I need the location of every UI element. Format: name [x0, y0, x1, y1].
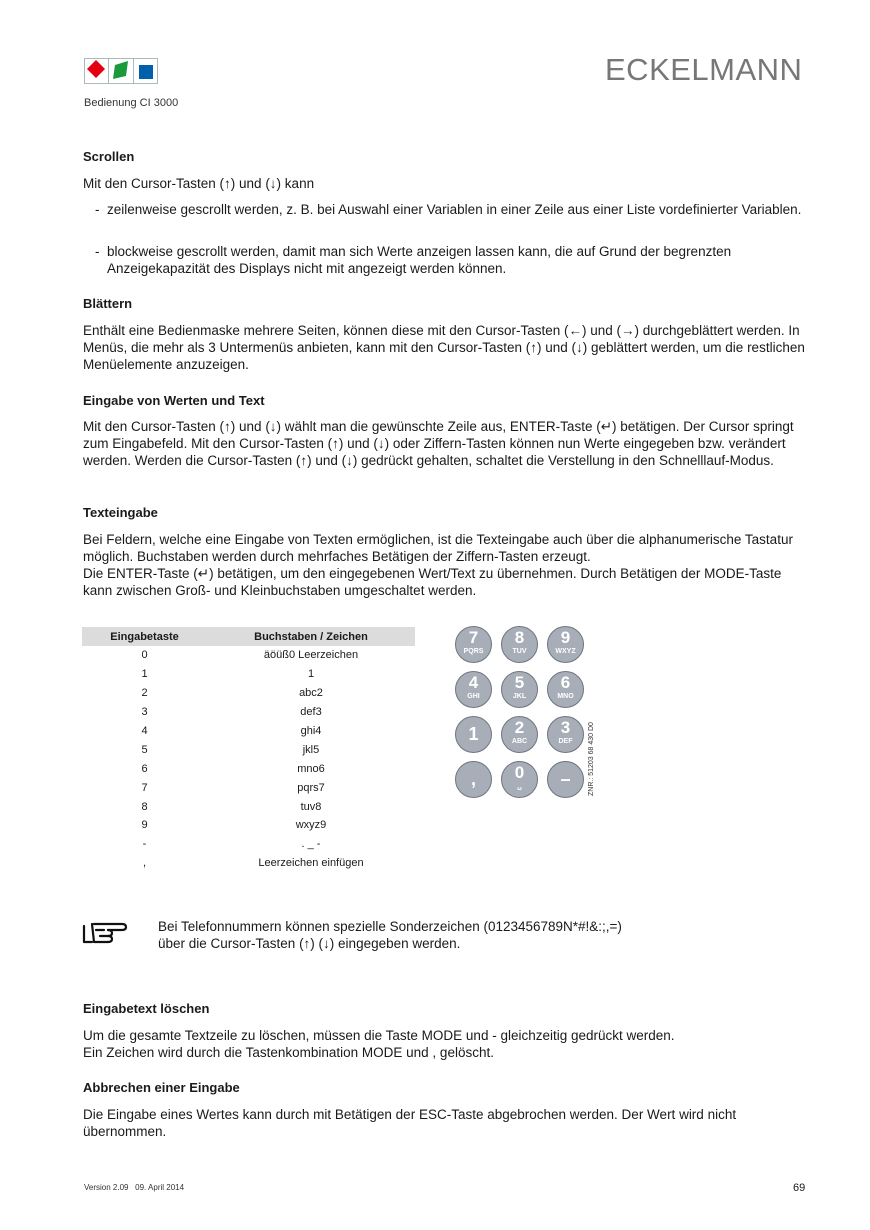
table-row — [82, 703, 415, 722]
table-cell-key: 7 — [141, 781, 148, 794]
table-row — [82, 778, 415, 797]
keypad-key-4 — [455, 671, 492, 708]
heading-loeschen: Eingabetext löschen — [83, 1001, 210, 1016]
keypad-key-number: 4 — [468, 673, 479, 692]
note-text — [158, 918, 622, 952]
table-cell-key: 9 — [141, 819, 148, 832]
table-cell-chars: tuv8 — [300, 800, 322, 813]
table-cell-key: 6 — [141, 762, 148, 775]
keypad-key-letters: JKL — [512, 693, 527, 700]
table-row — [82, 759, 415, 778]
keypad-key-number: 3 — [560, 718, 571, 737]
note-line-1: Bei Telefonnummern können spezielle Sonderzeichen (0123456789N*#!&:;,=) — [158, 919, 622, 934]
keypad-key-letters: ABC — [511, 738, 528, 745]
table-cell-chars: def3 — [300, 706, 322, 719]
table-row — [82, 816, 415, 835]
keypad-key-letters: GHI — [467, 693, 480, 700]
key-character-table — [82, 627, 415, 873]
keypad-key-5 — [501, 671, 538, 708]
keypad-key-3 — [547, 716, 584, 753]
scrollen-item-1: - zeilenweise gescrollt werden, z. B. bei Auswahl einer Variablen in einer Zeile aus einer Liste vordefinierter Variablen. — [95, 202, 802, 217]
table-cell-key: 3 — [141, 706, 148, 719]
table-cell-key: 1 — [141, 668, 148, 681]
table-header-row — [82, 627, 415, 646]
keypad-key-0 — [501, 761, 538, 798]
eingabe-text: Mit den Cursor-Tasten (↑) und (↓) wählt man die gewünschte Zeile aus, ENTER-Taste (↵) betätigen. Der Cursor springt zum Eingabefeld. Mit den Cursor-Tasten (↑) und (↓) oder Ziffern-Tasten können nun Werte eingegeben bzw. verändert werden. Werden die Cursor-Tasten (↑) und (↓) gedrückt gehalten, schaltet die Verstellung in den Schnelllauf-Modus. — [83, 419, 794, 468]
loeschen-line-2: Ein Zeichen wird durch die Tastenkombination MODE und , gelöscht. — [83, 1045, 494, 1060]
keypad-key-1 — [455, 716, 492, 753]
heading-blaettern: Blättern — [83, 296, 133, 311]
keypad-key-2 — [501, 716, 538, 753]
table-cell-chars: ghi4 — [300, 725, 322, 737]
eckelmann-logo — [84, 58, 158, 84]
keypad-key-number: – — [560, 769, 571, 789]
table-row — [82, 665, 415, 684]
loeschen-line-1: Um die gesamte Textzeile zu löschen, müssen die Taste MODE und - gleichzeitig gedrückt werden. — [83, 1028, 675, 1043]
keypad-key-comma — [455, 761, 492, 798]
page-number: 69 — [793, 1182, 806, 1194]
table-cell-key: 5 — [141, 743, 148, 756]
heading-abbrechen: Abbrechen einer Eingabe — [83, 1080, 240, 1095]
table-header-key: Eingabetaste — [82, 627, 207, 646]
keypad-key-minus — [547, 761, 584, 798]
keypad-key-letters: PQRS — [463, 648, 484, 655]
document-subtitle: Bedienung CI 3000 — [84, 97, 179, 109]
table-cell-key: , — [142, 857, 147, 870]
keypad-key-letters: DEF — [558, 738, 573, 745]
table-cell-chars: Leerzeichen einfügen — [258, 857, 364, 870]
brand-wordmark: ECKELMANN — [605, 52, 803, 87]
note-line-2: über die Cursor-Tasten (↑) (↓) eingegeben werden. — [158, 936, 461, 951]
table-header-chars: Buchstaben / Zeichen — [207, 627, 415, 646]
keypad-key-number: 9 — [560, 628, 571, 647]
keypad-key-9 — [547, 626, 584, 663]
keypad-key-number: 2 — [514, 718, 525, 737]
figure-reference-number: ZNR.: 51203 68 430 D0 — [588, 722, 595, 796]
table-cell-chars: mno6 — [297, 762, 325, 775]
keypad-illustration — [453, 624, 587, 800]
table-cell-chars: abc2 — [299, 687, 323, 700]
table-cell-chars: . _ - — [301, 838, 321, 851]
table-cell-key: 8 — [141, 800, 148, 813]
scrollen-item-1-text: zeilenweise gescrollt werden, z. B. bei Auswahl einer Variablen in einer Zeile aus einer Liste vordefinierter Variablen. — [107, 202, 802, 217]
table-row — [82, 854, 415, 873]
footer-version: Version 2.09 09. April 2014 — [84, 1183, 185, 1192]
table-cell-chars: wxyz9 — [295, 819, 327, 832]
heading-texteingabe: Texteingabe — [83, 505, 158, 520]
table-cell-key: - — [142, 838, 147, 851]
table-cell-chars: 1 — [307, 668, 315, 681]
keypad-key-letters: ␣ — [517, 783, 522, 790]
abbrechen-text: Die Eingabe eines Wertes kann durch mit Betätigen der ESC-Taste abgebrochen werden. Der Wert wird nicht übernommen. — [83, 1107, 737, 1139]
table-cell-chars: äöüß0 Leerzeichen — [263, 649, 359, 662]
pointing-hand-icon — [82, 918, 128, 946]
table-cell-key: 4 — [141, 725, 148, 737]
table-cell-key: 0 — [141, 649, 148, 662]
keypad-key-number: 6 — [560, 673, 571, 692]
table-row — [82, 646, 415, 665]
scrollen-item-2: - blockweise gescrollt werden, damit man sich Werte anzeigen lassen kann, die auf Grund der begrenzten Anzeigekapazität des Displays nicht mit angezeigt werden können. — [95, 244, 732, 276]
keypad-key-7 — [455, 626, 492, 663]
table-row — [82, 797, 415, 816]
scrollen-item-2-text: blockweise gescrollt werden, damit man sich Werte anzeigen lassen kann, die auf Grund der begrenzten Anzeigekapazität des Displays nicht mit angezeigt werden können. — [107, 244, 732, 276]
table-row — [82, 684, 415, 703]
table-row — [82, 835, 415, 854]
keypad-key-6 — [547, 671, 584, 708]
keypad-key-number: 1 — [468, 724, 479, 744]
scrollen-intro: Mit den Cursor-Tasten (↑) und (↓) kann — [83, 176, 315, 191]
keypad-key-letters: MNO — [557, 693, 574, 700]
blaettern-text: Enthält eine Bedienmaske mehrere Seiten, können diese mit den Cursor-Tasten (←) und (→) durchgeblättert werden. In Menüs, die mehr als 3 Untermenüs anbieten, kann mit den Cursor-Tasten (↑) und (↓) geblättert werden, um die restlichen Menüelemente anzuzeigen. — [83, 323, 805, 372]
keypad-key-letters: WXYZ — [555, 648, 576, 655]
keypad-key-number: 7 — [468, 628, 479, 647]
keypad-key-number: , — [470, 769, 476, 789]
table-cell-key: 2 — [141, 687, 148, 700]
table-cell-chars: pqrs7 — [297, 781, 325, 794]
heading-scrollen: Scrollen — [83, 149, 135, 164]
texteingabe-text-1: Bei Feldern, welche eine Eingabe von Texten ermöglichen, ist die Texteingabe auch über die alphanumerische Tastatur möglich. Buchstaben werden durch mehrfaches Betätigen der Ziffern-Tasten erzeugt. — [83, 532, 793, 564]
keypad-key-letters: TUV — [512, 648, 527, 655]
keypad-key-number: 0 — [514, 763, 525, 782]
texteingabe-text-2: Die ENTER-Taste (↵) betätigen, um den eingegebenen Wert/Text zu übernehmen. Durch Betätigen der MODE-Taste kann zwischen Groß- und Kleinbuchstaben umgeschaltet werden. — [83, 566, 782, 598]
table-row — [82, 722, 415, 741]
heading-eingabe: Eingabe von Werten und Text — [83, 393, 265, 408]
keypad-key-number: 5 — [514, 673, 525, 692]
keypad-key-8 — [501, 626, 538, 663]
table-row — [82, 740, 415, 759]
keypad-key-number: 8 — [514, 628, 525, 647]
table-cell-chars: jkl5 — [302, 743, 320, 756]
